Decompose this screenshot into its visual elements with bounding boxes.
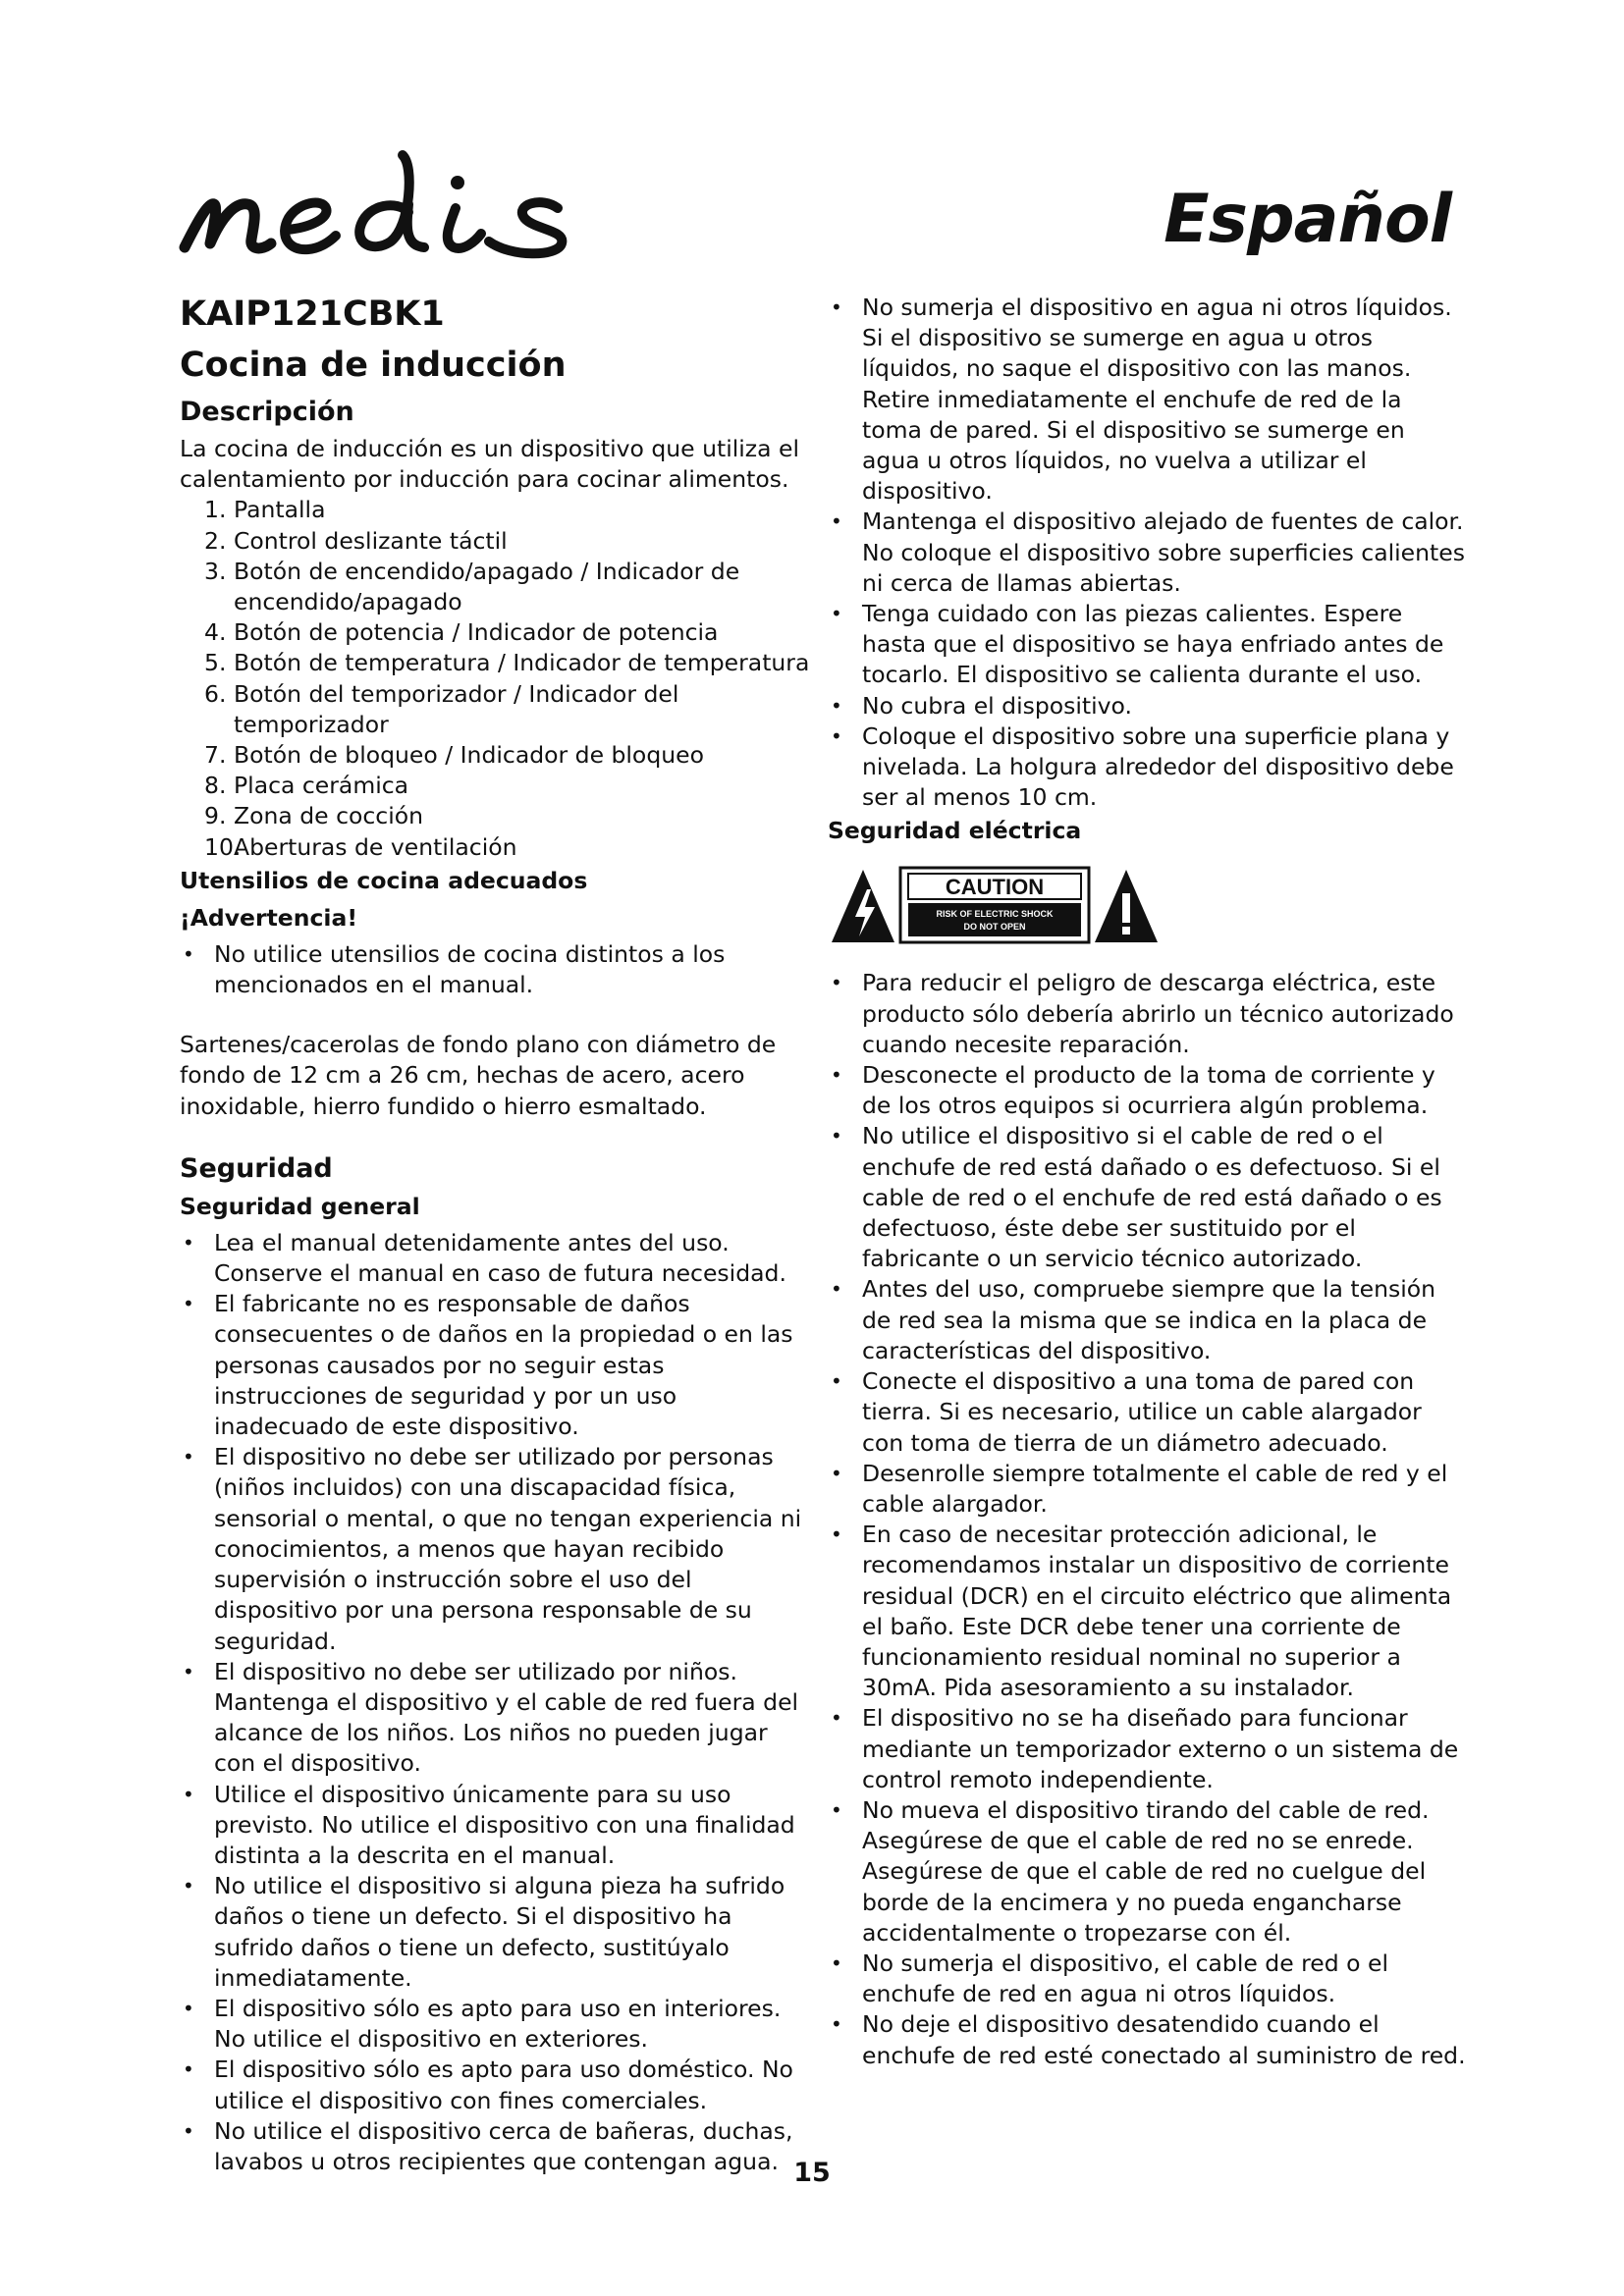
general-safety-list-continued [828,293,1466,813]
page-number: 15 [793,2158,831,2188]
parts-list-item: 3. Botón de encendido/apagado / Indicador de encendido/apagado [204,557,740,616]
parts-list-item: 5. Botón de temperatura / Indicador de temperatura [204,649,810,677]
list-item: • No sumerja el dispositivo en agua ni otros líquidos. Si el dispositivo se sumerge en agua u otros líquidos, no saque el dispositivo con las manos. Retire inmediatamente el enchufe de red de la toma de pared. Si el dispositivo se sumerge en agua u otros líquidos, no vuelva a utilizar el dispositivo. [828,293,1466,507]
list-item: • El dispositivo sólo es apto para uso doméstico. No utilice el dispositivo con fines comerciales. [180,2055,810,2115]
list-item: • No mueva el dispositivo tirando del cable de red. Asegúrese de que el cable de red no se enrede. Asegúrese de que el cable de red no cuelgue del borde de la encimera y no pueda engancharse accidentalmente o tropezarse con él. [828,1795,1466,1949]
nedis-logo-graphic [177,147,638,265]
caution-line2: DO NOT OPEN [963,922,1026,933]
parts-list-item: 9. Zona de cocción [204,802,424,830]
list-item: • El fabricante no es responsable de daños consecuentes o de daños en la propiedad o en las personas causados por no seguir estas instrucciones de seguridad y por un uso inadecuado de este dispositivo. [180,1289,810,1442]
model-number: KAIP121CBK1 [180,294,445,334]
list-item: • En caso de necesitar protección adicional, le recomendamos instalar un dispositivo de corriente residual (DCR) en el circuito eléctrico que alimenta el baño. Este DCR debe tener una corriente de funcionamiento residual nominal no superior a 30mA. Pida asesoramiento a su instalador. [828,1520,1466,1703]
list-item: • No cubra el dispositivo. [828,691,1466,721]
caution-line1: RISK OF ELECTRIC SHOCK [936,909,1054,920]
list-item: • No utilice el dispositivo cerca de bañeras, duchas, lavabos u otros recipientes que contengan agua. [180,2116,810,2177]
list-item: • El dispositivo sólo es apto para uso en interiores. No utilice el dispositivo en exteriores. [180,1994,810,2055]
list-item: • No utilice utensilios de cocina distintos a los mencionados en el manual. [180,939,810,1000]
general-safety-heading: Seguridad general [180,1192,420,1220]
caution-graphic [828,864,1162,946]
list-item: • Tenga cuidado con las piezas calientes. Espere hasta que el dispositivo se haya enfriado antes de tocarlo. El dispositivo se calienta durante el uso. [828,599,1466,691]
list-item: • El dispositivo no debe ser utilizado por personas (niños incluidos) con una discapacidad física, sensorial o mental, o que no tengan experiencia ni conocimientos, a menos que hayan recibido supervisión o instrucción sobre el uso del dispositivo por una persona responsable de su seguridad. [180,1442,810,1656]
description-text: La cocina de inducción es un dispositivo que utiliza el calentamiento por inducción para cocinar alimentos. [180,435,799,494]
utensils-heading: Utensilios de cocina adecuados [180,866,588,894]
description-heading: Descripción [180,397,354,427]
list-item: • El dispositivo no debe ser utilizado por niños. Mantenga el dispositivo y el cable de red fuera del alcance de los niños. Los niños no pueden jugar con el dispositivo. [180,1657,810,1780]
brand-logo [177,147,638,265]
product-title: Cocina de inducción [180,346,567,385]
warning-list [180,939,810,1000]
electrical-safety-heading: Seguridad eléctrica [828,817,1082,845]
parts-list-item: 6. Botón del temporizador / Indicador del temporizador [204,679,679,738]
list-item: • Mantenga el dispositivo alejado de fuentes de calor. No coloque el dispositivo sobre superficies calientes ni cerca de llamas abiertas. [828,507,1466,599]
electrical-safety-list [828,968,1466,2070]
parts-list-item: 10.Aberturas de ventilación [204,832,517,861]
safety-heading: Seguridad [180,1152,333,1184]
parts-list-item: 7. Botón de bloqueo / Indicador de bloqueo [204,741,704,770]
caution-title: CAUTION [945,875,1045,900]
list-item: • El dispositivo no se ha diseñado para funcionar mediante un temporizador externo o un sistema de control remoto independiente. [828,1703,1466,1795]
list-item: • Desenrolle siempre totalmente el cable de red y el cable alargador. [828,1459,1466,1520]
parts-list-item: 4. Botón de potencia / Indicador de potencia [204,618,719,647]
list-item: • No utilice el dispositivo si el cable de red o el enchufe de red está dañado o es defectuoso. Si el cable de red o el enchufe de red está dañado o es defectuoso, éste debe ser sustituido por el fabricante o un servicio técnico autorizado. [828,1121,1466,1274]
list-item: • No sumerja el dispositivo, el cable de red o el enchufe de red en agua ni otros líquidos. [828,1949,1466,2009]
parts-list-item: 8. Placa cerámica [204,772,409,800]
list-item: • Coloque el dispositivo sobre una superficie plana y nivelada. La holgura alrededor del dispositivo debe ser al menos 10 cm. [828,721,1466,814]
language-title: Español [1164,181,1451,258]
list-item: • No utilice el dispositivo si alguna pieza ha sufrido daños o tiene un defecto. Si el dispositivo ha sufrido daños o tiene un defecto, sustitúyalo inmediatamente. [180,1871,810,1994]
caution-label [828,864,1162,946]
list-item: • Antes del uso, compruebe siempre que la tensión de red sea la misma que se indica en la placa de características del dispositivo. [828,1274,1466,1366]
list-item: • Desconecte el producto de la toma de corriente y de los otros equipos si ocurriera algún problema. [828,1060,1466,1121]
list-item: • Utilice el dispositivo únicamente para su uso previsto. No utilice el dispositivo con una finalidad distinta a la descrita en el manual. [180,1780,810,1872]
list-item: • No deje el dispositivo desatendido cuando el enchufe de red esté conectado al suministro de red. [828,2009,1466,2070]
left-column [180,293,810,2177]
pans-text: Sartenes/cacerolas de fondo plano con diámetro de fondo de 12 cm a 26 cm, hechas de acero, acero inoxidable, hierro fundido o hierro esmaltado. [180,1031,777,1120]
parts-list [180,495,810,862]
parts-list-item: 1. Pantalla [204,496,326,524]
list-item: • Conecte el dispositivo a una toma de pared con tierra. Si es necesario, utilice un cable alargador con toma de tierra de un diámetro adecuado. [828,1366,1466,1459]
list-item: • Para reducir el peligro de descarga eléctrica, este producto sólo debería abrirlo un técnico autorizado cuando necesite reparación. [828,968,1466,1060]
right-column [828,293,1466,2071]
warning-heading: ¡Advertencia! [180,903,358,932]
parts-list-item: 2. Control deslizante táctil [204,526,508,555]
list-item: • Lea el manual detenidamente antes del uso. Conserve el manual en caso de futura necesidad. [180,1228,810,1289]
general-safety-list [180,1228,810,2177]
